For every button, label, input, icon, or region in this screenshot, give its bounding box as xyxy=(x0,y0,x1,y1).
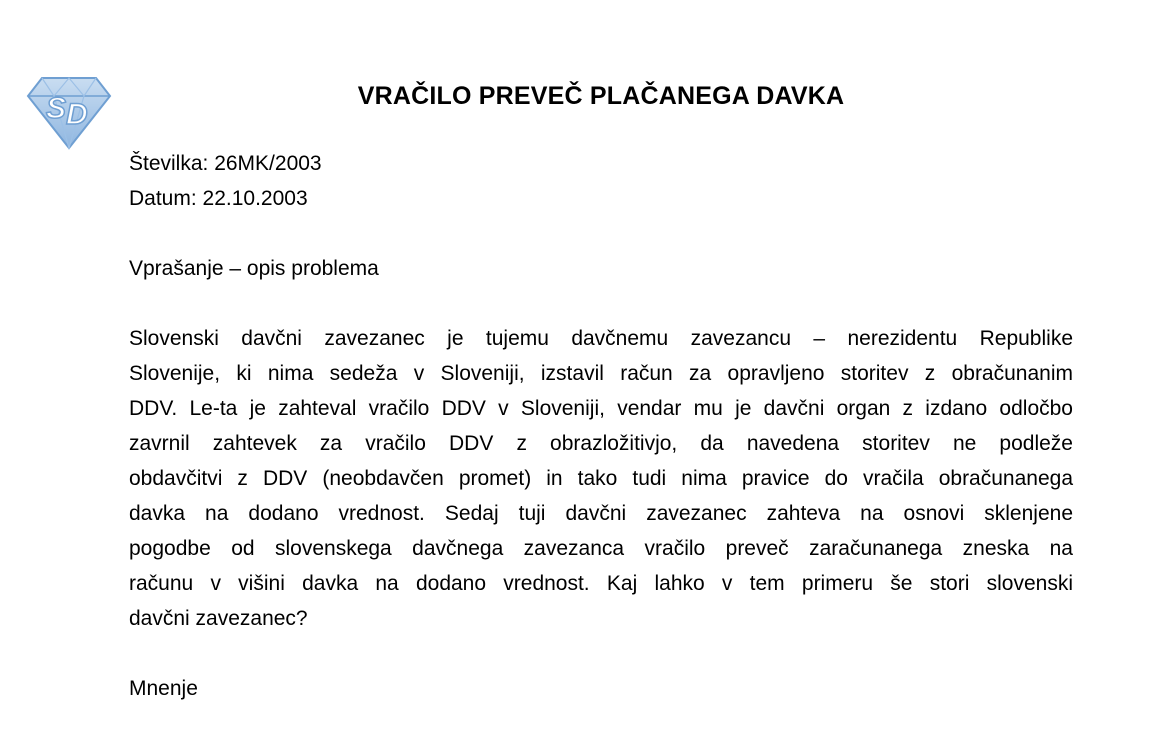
body-line: davka na dodano vrednost. Sedaj tuji davčni zavezanec zahteva na osnovi sklenjene xyxy=(129,502,1073,525)
sd-diamond-logo-icon xyxy=(26,74,112,150)
document-title: VRAČILO PREVEČ PLAČANEGA DAVKA xyxy=(357,82,845,110)
svg-text:S: S xyxy=(46,92,67,125)
opinion-heading: Mnenje xyxy=(129,677,198,700)
document-number: Številka: 26MK/2003 xyxy=(129,152,322,175)
body-line: Slovenije, ki nima sedeža v Sloveniji, izstavil račun za opravljeno storitev z obračunanim xyxy=(129,362,1073,385)
body-line: DDV. Le-ta je zahteval vračilo DDV v Sloveniji, vendar mu je davčni organ z izdano odločbo xyxy=(129,397,1073,420)
body-line: Slovenski davčni zavezanec je tujemu davčnemu zavezancu – nerezidentu Republike xyxy=(129,327,1073,350)
body-line: računu v višini davka na dodano vrednost. Kaj lahko v tem primeru še stori slovenski xyxy=(129,572,1073,595)
document-date: Datum: 22.10.2003 xyxy=(129,187,308,210)
question-heading: Vprašanje – opis problema xyxy=(129,257,379,280)
question-body xyxy=(129,321,1073,636)
body-line: obdavčitvi z DDV (neobdavčen promet) in tako tudi nima pravice do vračila obračunanega xyxy=(129,467,1073,490)
body-line: pogodbe od slovenskega davčnega zavezanca vračilo preveč zaračunanega zneska na xyxy=(129,537,1073,560)
body-line: zavrnil zahtevek za vračilo DDV z obrazložitivjo, da navedena storitev ne podleže xyxy=(129,432,1073,455)
svg-text:D: D xyxy=(66,98,88,131)
body-line: davčni zavezanec? xyxy=(129,607,308,630)
